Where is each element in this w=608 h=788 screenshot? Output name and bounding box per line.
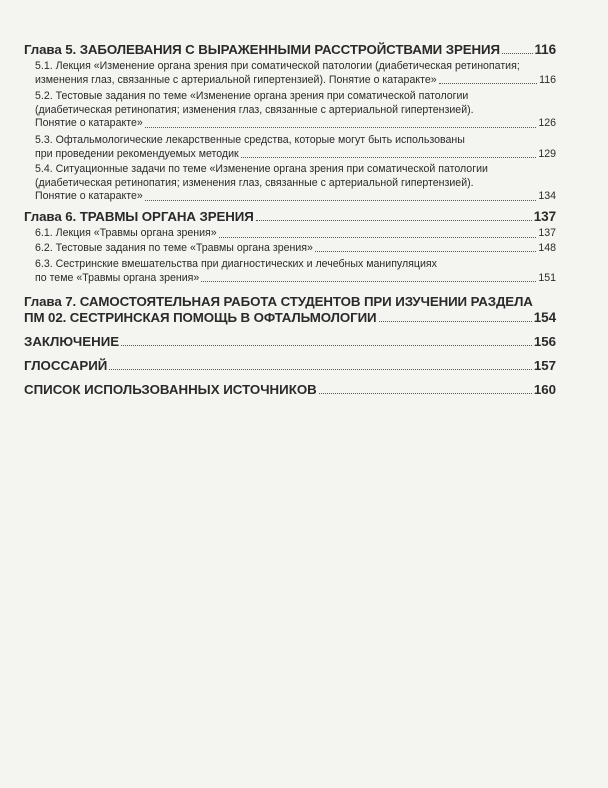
- toc-leader-dots: [121, 345, 532, 346]
- toc-entry-last-line: [24, 358, 556, 374]
- toc-sources[interactable]: [24, 382, 556, 398]
- toc-leader-dots: [256, 220, 532, 221]
- toc-chapter-7[interactable]: [24, 294, 556, 326]
- toc-page-number: 116: [539, 73, 556, 86]
- toc-entry-title: ПМ 02. СЕСТРИНСКАЯ ПОМОЩЬ В ОФТАЛЬМОЛОГИИ: [24, 310, 377, 326]
- toc-entry-title: 6.2. Тестовые задания по теме «Травмы органа зрения»: [35, 241, 313, 254]
- toc-page-number: 157: [533, 358, 556, 374]
- toc-entry-line: 5.4. Ситуационные задачи по теме «Изменение органа зрения при соматической патологии: [35, 163, 488, 176]
- toc-entry-title: Глава 5. ЗАБОЛЕВАНИЯ С ВЫРАЖЕННЫМИ РАССТРОЙСТВАМИ ЗРЕНИЯ: [24, 42, 500, 57]
- toc-section-5-1[interactable]: [24, 60, 556, 87]
- toc-entry-last-line: [35, 190, 556, 204]
- toc-conclusion[interactable]: [24, 334, 556, 350]
- toc-chapter-5[interactable]: [24, 42, 556, 58]
- toc-entry-last-line: [35, 117, 556, 131]
- toc-page-number: 137: [538, 226, 556, 239]
- toc-entry-last-line: [24, 310, 556, 326]
- table-of-contents: [24, 42, 556, 398]
- toc-entry-last-line: [35, 227, 556, 241]
- toc-page-number: 116: [534, 42, 556, 57]
- toc-entry-line: 5.3. Офтальмологические лекарственные средства, которые могут быть использованы: [35, 133, 465, 146]
- toc-entry-title: Понятие о катаракте»: [35, 117, 143, 130]
- toc-chapter-6[interactable]: [24, 209, 556, 225]
- toc-entry-last-line: [24, 209, 556, 225]
- toc-leader-dots: [319, 393, 532, 394]
- toc-entry-title: изменения глаз, связанные с артериальной гипертензией). Понятие о катаракте»: [35, 73, 437, 86]
- toc-section-6-2[interactable]: [24, 242, 556, 256]
- toc-leader-dots: [145, 127, 537, 128]
- toc-entry-line: 5.1. Лекция «Изменение органа зрения при соматической патологии (диабетическая ретинопатия;: [35, 60, 520, 72]
- toc-entry-line: Глава 7. САМОСТОЯТЕЛЬНАЯ РАБОТА СТУДЕНТОВ ПРИ ИЗУЧЕНИИ РАЗДЕЛА: [24, 294, 533, 310]
- toc-entry-title: Глава 6. ТРАВМЫ ОРГАНА ЗРЕНИЯ: [24, 208, 254, 224]
- toc-entry-line: 5.2. Тестовые задания по теме «Изменение органа зрения при соматической патологии: [35, 90, 469, 103]
- toc-page-number: 137: [533, 208, 556, 224]
- toc-entry-title: по теме «Травмы органа зрения»: [35, 271, 200, 284]
- toc-leader-dots: [109, 369, 531, 370]
- toc-leader-dots: [502, 53, 533, 54]
- toc-leader-dots: [145, 200, 537, 201]
- toc-glossary[interactable]: [24, 358, 556, 374]
- toc-page-number: 154: [533, 310, 556, 326]
- toc-entry-last-line: [24, 42, 556, 58]
- toc-section-5-3[interactable]: [24, 134, 556, 161]
- toc-leader-dots: [379, 321, 532, 322]
- toc-entry-title: 6.1. Лекция «Травмы органа зрения»: [35, 226, 217, 239]
- toc-entry-last-line: [35, 74, 556, 88]
- toc-entry-title: СПИСОК ИСПОЛЬЗОВАННЫХ ИСТОЧНИКОВ: [24, 382, 317, 398]
- toc-entry-last-line: [35, 272, 556, 286]
- toc-leader-dots: [241, 157, 537, 158]
- toc-page-number: 148: [538, 241, 556, 254]
- toc-leader-dots: [439, 83, 537, 84]
- toc-entry-last-line: [24, 382, 556, 398]
- toc-entry-title: ГЛОССАРИЙ: [24, 358, 108, 374]
- toc-page-number: 134: [538, 190, 556, 203]
- toc-entry-title: Понятие о катаракте»: [35, 190, 143, 203]
- toc-entry-last-line: [35, 148, 556, 162]
- toc-entry-line: (диабетическая ретинопатия; изменения глаз, связанные с артериальной гипертензией).: [35, 176, 474, 189]
- toc-entry-line: (диабетическая ретинопатия; изменения глаз, связанные с артериальной гипертензией).: [35, 103, 474, 116]
- toc-section-5-2[interactable]: [24, 90, 556, 131]
- toc-entry-last-line: [35, 242, 556, 256]
- toc-entry-title: при проведении рекомендуемых методик: [35, 147, 239, 160]
- toc-leader-dots: [219, 237, 537, 238]
- toc-entry-last-line: [24, 334, 556, 350]
- toc-page-number: 156: [533, 334, 556, 350]
- toc-leader-dots: [315, 251, 536, 252]
- toc-leader-dots: [201, 281, 536, 282]
- toc-page-number: 129: [538, 147, 556, 160]
- toc-entry-title: ЗАКЛЮЧЕНИЕ: [24, 334, 120, 350]
- toc-section-5-4[interactable]: [24, 163, 556, 204]
- toc-page-number: 151: [538, 271, 556, 284]
- toc-section-6-1[interactable]: [24, 227, 556, 241]
- toc-page-number: 160: [533, 382, 556, 398]
- toc-section-6-3[interactable]: [24, 258, 556, 285]
- toc-entry-line: 6.3. Сестринские вмешательства при диагностических и лечебных манипуляциях: [35, 258, 437, 271]
- toc-page-number: 126: [538, 117, 556, 130]
